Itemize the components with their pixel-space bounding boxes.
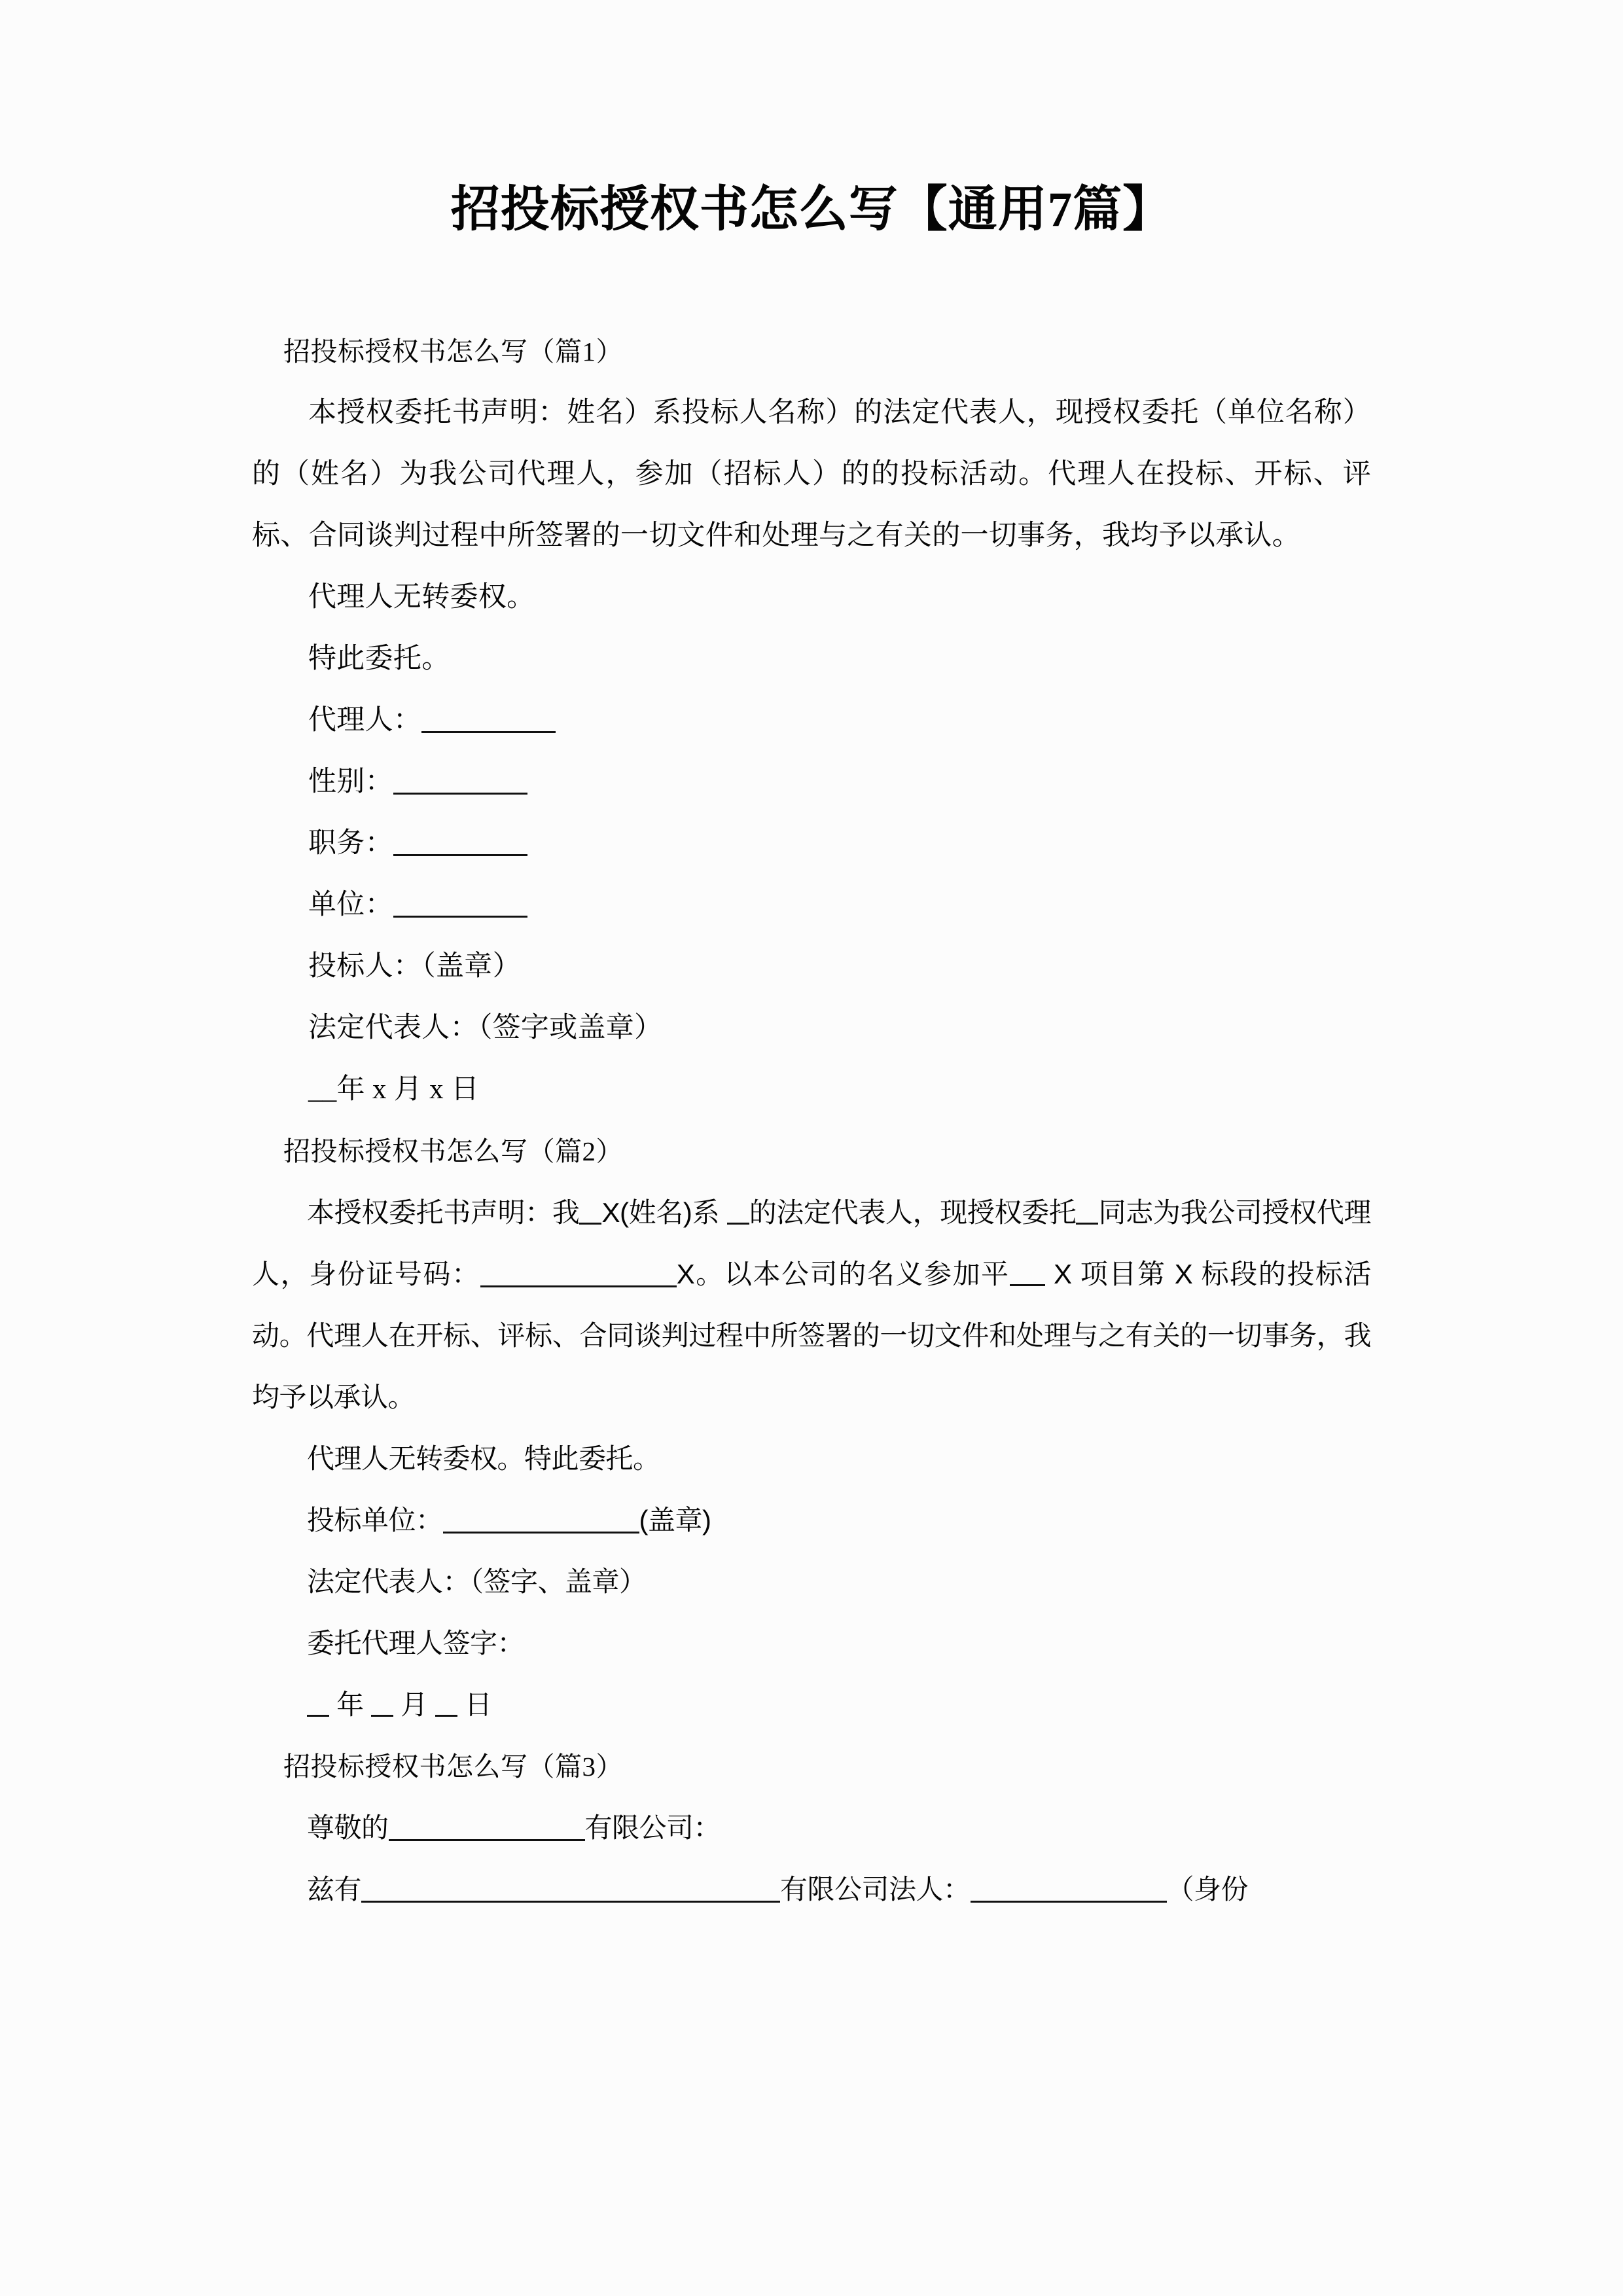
section-heading-2: 招投标授权书怎么写（篇2）: [283, 1136, 623, 1166]
s2-p1-part-b: X(姓名)系: [601, 1197, 720, 1228]
field-label-position: 职务：: [308, 828, 393, 859]
salutation-prefix: 尊敬的: [307, 1812, 389, 1843]
section-heading-1: 招投标授权书怎么写（篇1）: [283, 336, 623, 367]
field-note-legal-rep-2: （签字、盖章）: [470, 1566, 647, 1597]
s2-p1-blank-2[interactable]: [727, 1206, 749, 1225]
section-2-date-line: [252, 1674, 1371, 1736]
closing-suffix: （身份: [1166, 1874, 1249, 1905]
date-blank-year[interactable]: [307, 1698, 329, 1717]
closing-company-blank[interactable]: [361, 1878, 780, 1903]
field-label-legal-rep: 法定代表人：: [308, 1013, 478, 1043]
field-label-agent: 代理人：: [308, 705, 422, 736]
field-note-bid-unit: (盖章): [639, 1505, 711, 1535]
field-row-position: [252, 813, 1371, 874]
field-row-bidder: [252, 936, 1371, 997]
s2-p1-part-f: X 项目第 X 标段的投标活动。代理人在开标、评标、合同谈判过程中所签署的一切文件和处理与之有关的一切事务，我均予以承认。: [252, 1259, 1371, 1412]
s2-p1-part-d: 同志为我公司授权代理人，身份证号码：: [252, 1197, 1371, 1289]
field-row-agent-signature: 委托代理人签字：: [307, 1628, 525, 1659]
field-blank-unit[interactable]: [393, 893, 527, 918]
closing-prefix: 兹有: [307, 1874, 362, 1905]
s2-p1-part-a: 本授权委托书声明：我: [307, 1197, 580, 1228]
date-blank-day[interactable]: [435, 1698, 457, 1717]
s2-p1-blank-3[interactable]: [1076, 1206, 1098, 1225]
field-label-gender: 性别：: [308, 766, 393, 797]
section-1-paragraph-3: 特此委托。: [308, 643, 450, 674]
date-label-month: 月: [401, 1689, 428, 1720]
field-blank-agent[interactable]: [421, 709, 556, 733]
section-3-closing-line: [252, 1859, 1371, 1920]
field-row-gender: [252, 751, 1371, 813]
field-blank-bid-unit[interactable]: [443, 1509, 639, 1534]
section-2-paragraph-2: 代理人无转委权。特此委托。: [307, 1443, 660, 1474]
closing-middle: 有限公司法人：: [780, 1874, 971, 1905]
field-note-bidder: （盖章）: [421, 951, 521, 982]
field-row-agent: [252, 690, 1371, 751]
s2-p1-blank-1[interactable]: [579, 1206, 601, 1225]
s2-p1-part-c: 的法定代表人，现授权委托: [749, 1197, 1077, 1228]
s2-p1-blank-idcard[interactable]: [480, 1263, 677, 1287]
salutation-suffix: 有限公司：: [584, 1812, 721, 1843]
section-heading-3: 招投标授权书怎么写（篇3）: [283, 1751, 623, 1782]
field-row-legal-rep: [252, 997, 1371, 1059]
section-1-date-line: __年 x 月 x 日: [308, 1074, 480, 1105]
field-blank-position[interactable]: [393, 832, 527, 856]
field-label-bid-unit: 投标单位：: [307, 1505, 443, 1535]
field-blank-gender[interactable]: [393, 770, 527, 795]
page-title: 招投标授权书怎么写【通用7篇】: [450, 183, 1173, 237]
s2-p1-blank-4[interactable]: [1010, 1267, 1045, 1286]
field-label-unit: 单位：: [308, 889, 393, 920]
section-1-paragraph-2: 代理人无转委权。: [308, 582, 535, 613]
section-3-salutation: [252, 1797, 1371, 1859]
closing-legal-person-blank[interactable]: [971, 1878, 1167, 1903]
field-label-legal-rep-2: 法定代表人：: [307, 1566, 471, 1597]
field-row-unit: [252, 874, 1371, 936]
field-row-legal-rep-2: [252, 1551, 1371, 1613]
document-body: [252, 321, 1371, 1920]
date-blank-month[interactable]: [371, 1698, 393, 1717]
field-note-legal-rep: （签字或盖章）: [478, 1013, 663, 1043]
salutation-company-blank[interactable]: [389, 1817, 585, 1841]
field-row-bid-unit: [252, 1490, 1371, 1551]
field-label-bidder: 投标人：: [308, 951, 422, 982]
s2-p1-part-e: X。以本公司的名义参加平: [676, 1259, 1010, 1289]
date-label-year: 年: [336, 1689, 364, 1720]
date-label-day: 日: [464, 1689, 492, 1720]
section-2-paragraph-1: [252, 1182, 1371, 1428]
section-1-paragraph-1: 本授权委托书声明：姓名）系投标人名称）的法定代表人，现授权委托（单位名称）的（姓名）为我公司代理人，参加（招标人）的的投标活动。代理人在投标、开标、评标、合同谈判过程中所签署的一切文件和处理与之有关的一切事务，我均予以承认。: [252, 397, 1371, 551]
